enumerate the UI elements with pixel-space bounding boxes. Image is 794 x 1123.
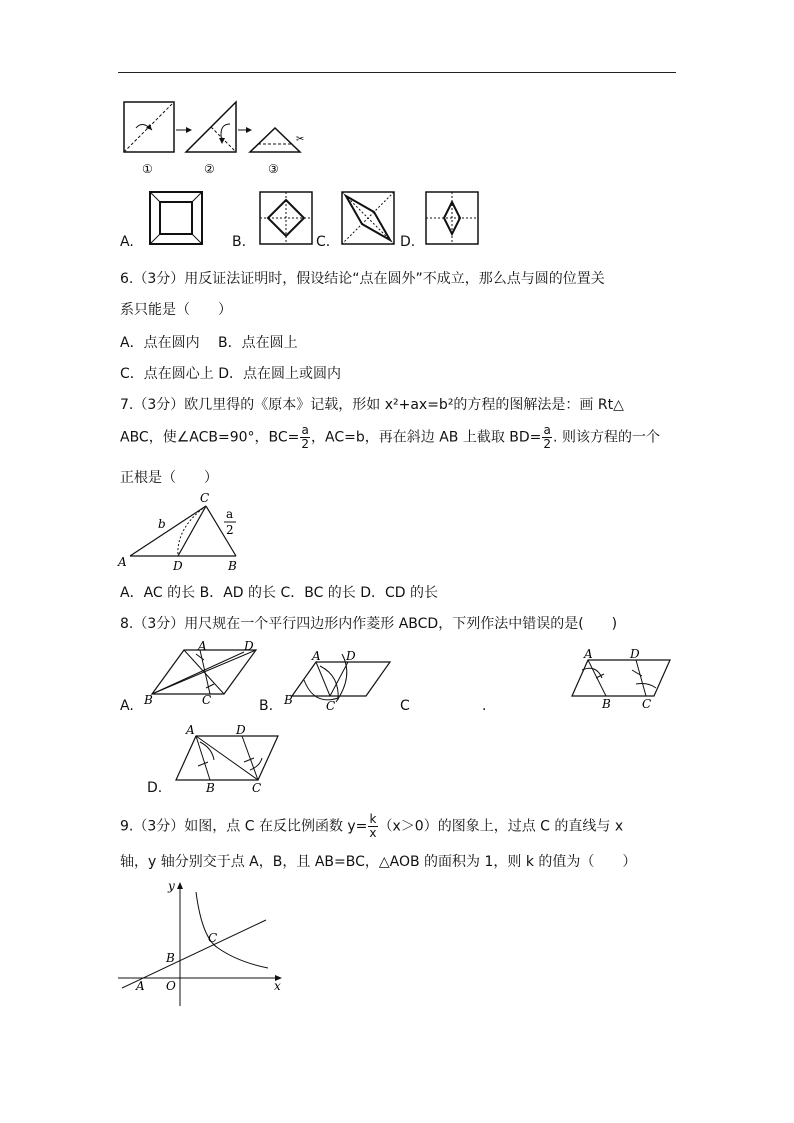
q8-option-a-figure <box>140 640 270 708</box>
q8a-label-b: B <box>144 693 153 707</box>
q7-line2-part-b: ，AC=b，再在斜边 AB 上截取 BD= <box>311 429 542 446</box>
q8-option-b-figure <box>280 644 400 712</box>
q9-label-y: y <box>168 879 175 893</box>
q8a-label-a: A <box>198 639 207 653</box>
q8-option-d-figure <box>170 722 285 794</box>
q7-line2-part-c: . 则该方程的一个 <box>553 429 660 446</box>
q8d-label-a: A <box>186 723 195 737</box>
step-label-1: ① <box>142 162 153 176</box>
q7-question-line-2 <box>120 424 660 451</box>
q6-options-row-1: A．点在圆内 B．点在圆上 <box>120 335 298 351</box>
q9-label-o: O <box>166 979 176 993</box>
q5-option-b-label: B. <box>232 234 247 250</box>
q8b-label-d: D <box>346 649 356 663</box>
q8-option-c-label: C <box>400 698 410 714</box>
q9-coordinate-figure <box>118 880 288 1010</box>
q7-label-d-point: D <box>173 559 183 573</box>
q8-question-line-1: 8.（3分）用尺规在一个平行四边形内作菱形 ABCD，下列作法中错误的是( ) <box>120 616 618 632</box>
q9-label-a: A <box>136 979 145 993</box>
q8d-label-c: C <box>252 781 262 795</box>
q8d-label-d: D <box>236 723 246 737</box>
step-label-2: ② <box>204 162 215 176</box>
q9-label-x: x <box>274 979 281 993</box>
q9-line1-part-a: 9.（3分）如图，点 C 在反比例函数 y= <box>120 818 368 835</box>
q6-question-line-1: 6.（3分）用反证法证明时，假设结论“点在圆外”不成立，那么点与圆的位置关 <box>120 271 605 287</box>
q7-line2-part-a: ABC，使∠ACB=90°，BC= <box>120 429 300 446</box>
q7-label-a-point: A <box>118 555 127 569</box>
q8b-label-a: A <box>312 649 321 663</box>
q7-fraction-bd: $\frac{a}{2}$ <box>543 423 552 451</box>
q5-option-c-figure <box>340 190 396 246</box>
step-label-3: ③ <box>268 162 279 176</box>
q6-question-line-2: 系只能是（ ） <box>120 302 232 318</box>
q7-options: A．AC 的长 B．AD 的长 C．BC 的长 D．CD 的长 <box>120 585 439 601</box>
q9-line1-part-b: （x＞0）的图象上，过点 C 的直线与 x <box>378 818 624 835</box>
q5-option-d-label: D. <box>400 234 416 250</box>
q6-options-row-2: C．点在圆心上 D．点在圆上或圆内 <box>120 366 342 382</box>
q9-question-line-2: 轴，y 轴分别交于点 A，B，且 AB=BC，△AOB 的面积为 1，则 k 的值为（ ） <box>120 854 637 870</box>
q8a-label-d: D <box>244 639 254 653</box>
q7-label-a-side: a <box>226 507 234 521</box>
q8d-label-b: B <box>206 781 215 795</box>
q5-option-d-figure <box>424 190 480 246</box>
q9-label-b: B <box>166 951 175 965</box>
q7-label-two: 2 <box>226 523 234 537</box>
q8-option-c-dot: . <box>482 698 487 714</box>
q7-triangle-figure <box>118 492 248 572</box>
q5-option-a-figure <box>148 190 204 246</box>
q8b-label-c: C <box>326 699 336 713</box>
q5-option-a-label: A. <box>120 234 134 250</box>
q7-fraction-bc: $\frac{a}{2}$ <box>301 423 310 451</box>
q8c-label-d: D <box>630 647 640 661</box>
q9-fraction-k-over-x: $\frac{k}{x}$ <box>369 812 377 840</box>
q8c-label-c: C <box>642 697 652 711</box>
q8-option-d-label: D. <box>147 780 163 796</box>
q5-option-c-label: C. <box>316 234 331 250</box>
q7-label-c-point: C <box>200 491 210 505</box>
q8-option-a-label: A. <box>120 698 134 714</box>
q8b-label-b: B <box>284 693 293 707</box>
q9-label-c: C <box>208 931 218 945</box>
q8c-label-b: B <box>602 697 611 711</box>
q9-question-line-1 <box>120 813 623 840</box>
q8c-label-a: A <box>584 647 593 661</box>
folding-steps-figure <box>118 98 318 178</box>
q7-question-line-1: 7.（3分）欧几里得的《原本》记载，形如 x²+ax=b²的方程的图解法是：画 Rt△ <box>120 397 624 413</box>
q7-label-b-side: b <box>158 517 166 531</box>
q8-option-c-figure <box>566 644 676 710</box>
q8-option-b-label: B. <box>259 698 274 714</box>
q5-option-b-figure <box>258 190 314 246</box>
svg-text:✂: ✂ <box>296 134 305 145</box>
q8a-label-c: C <box>202 693 212 707</box>
header-rule <box>118 72 676 73</box>
q7-question-line-3: 正根是（ ） <box>120 470 218 486</box>
q7-label-b-point: B <box>228 559 237 573</box>
